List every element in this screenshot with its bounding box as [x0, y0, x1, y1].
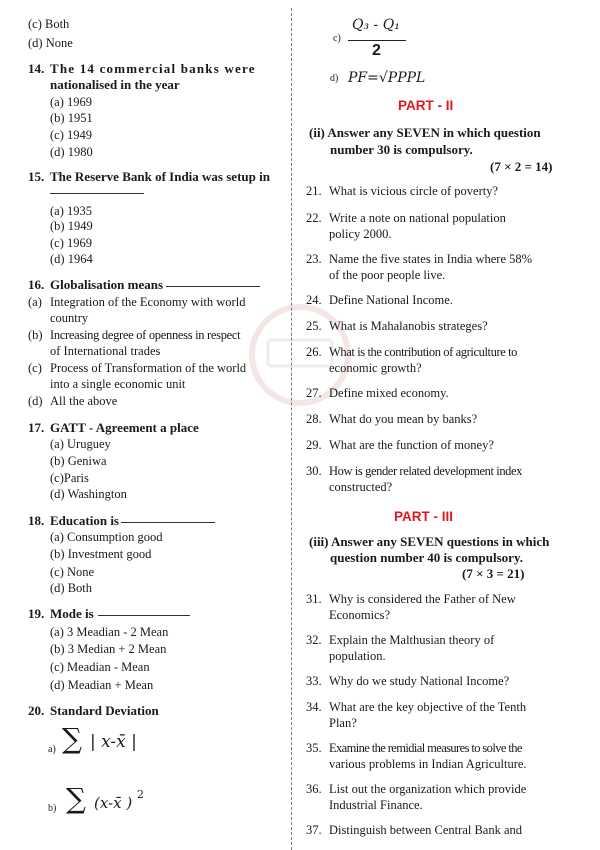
q18-option-c: (c) None — [50, 565, 95, 579]
q16-option-b-label: (b) — [28, 328, 43, 342]
column-divider — [291, 8, 292, 850]
question-text-line1: Examine the remidial measures to solve the — [329, 741, 522, 755]
q17-text: GATT - Agreement a place — [50, 420, 199, 435]
question-text-line2: Economics? — [329, 608, 391, 622]
question-text-line1: Explain the Malthusian theory of — [329, 633, 495, 647]
question-number: 31. — [306, 592, 322, 606]
question-text-line2: constructed? — [329, 480, 393, 494]
q16-text: Globalisation means — [50, 277, 164, 292]
question-text-line1: What is vicious circle of poverty? — [329, 184, 499, 198]
q20-option-c-fraction-bar — [348, 40, 406, 41]
q15-option-b: (b) 1949 — [50, 219, 93, 233]
question-number: 24. — [306, 293, 322, 307]
q20-option-a-sigma: ∑ — [62, 722, 82, 755]
question-number: 23. — [306, 252, 322, 266]
question-text-line1: Distinguish between Central Bank and — [329, 823, 523, 837]
question-text-line2: Industrial Finance. — [329, 798, 423, 812]
q19-text: Mode is — [50, 606, 94, 621]
question-text-line2: population. — [329, 649, 386, 663]
q16-number: 16. — [28, 277, 45, 292]
q20-option-c-numerator: Q₃ - Q₁ — [352, 17, 400, 33]
q19-option-b: (b) 3 Median + 2 Mean — [50, 642, 167, 656]
question-text-line1: Define mixed economy. — [329, 386, 449, 400]
q20-option-d-expr: PF=√PPPL — [348, 70, 426, 86]
q20-option-b-expr: (x-x̄ ) — [94, 794, 133, 812]
q18-text: Education is — [50, 513, 119, 528]
q20-option-c-label: c) — [333, 33, 341, 44]
q17-option-c: (c)Paris — [50, 471, 89, 485]
part3-instruction-line1: (iii) Answer any SEVEN questions in which — [309, 534, 550, 549]
question-text-line1: What is the contribution of agriculture to — [329, 345, 518, 359]
question-number: 32. — [306, 633, 322, 647]
question-text-line2: Plan? — [329, 716, 357, 730]
question-text-line1: What do you mean by banks? — [329, 412, 478, 426]
question-number: 25. — [306, 319, 322, 333]
q16-option-a-label: (a) — [28, 295, 42, 309]
q20-number: 20. — [28, 703, 45, 718]
question-text-line2: various problems in Indian Agriculture. — [329, 757, 527, 771]
q13-option-d: (d) None — [28, 36, 73, 50]
question-text-line1: Define National Income. — [329, 293, 453, 307]
q13-option-c: (c) Both — [28, 17, 70, 31]
q19-blank — [98, 611, 190, 616]
q20-option-d-label: d) — [330, 73, 339, 84]
q17-option-b: (b) Geniwa — [50, 454, 107, 468]
q20-option-b-label: b) — [48, 803, 57, 814]
question-number: 33. — [306, 674, 322, 688]
q16-option-c-line2: into a single economic unit — [50, 377, 186, 391]
q16-option-a-line1: Integration of the Economy with world — [50, 295, 246, 309]
q16-option-a-line2: country — [50, 311, 89, 325]
q17-option-a: (a) Uruguey — [50, 437, 111, 451]
q20-option-a-expr: | x-x̄ | — [90, 732, 137, 752]
question-text-line1: What are the function of money? — [329, 438, 494, 452]
question-number: 21. — [306, 184, 322, 198]
question-number: 30. — [306, 464, 322, 478]
part3-instruction-line2: question number 40 is compulsory. — [330, 550, 523, 565]
question-text-line1: Name the five states in India where 58% — [329, 252, 533, 266]
question-number: 36. — [306, 782, 322, 796]
question-text-line1: Write a note on national population — [329, 211, 506, 225]
q19-option-d: (d) Meadian + Mean — [50, 678, 154, 692]
question-number: 28. — [306, 412, 322, 426]
question-text-line1: Why is considered the Father of New — [329, 592, 516, 606]
part2-instruction-line2: number 30 is compulsory. — [330, 142, 473, 157]
q15-option-d: (d) 1964 — [50, 252, 93, 266]
q15-text: The Reserve Bank of India was setup in — [50, 169, 270, 184]
q18-option-d: (d) Both — [50, 581, 93, 595]
part2-marks: (7 × 2 = 14) — [490, 159, 553, 174]
q16-option-c-line1: Process of Transformation of the world — [50, 361, 247, 375]
q15-blank — [50, 187, 144, 194]
q14-number: 14. — [28, 61, 45, 76]
q16-option-d-label: (d) — [28, 394, 43, 408]
q18-blank — [121, 518, 215, 523]
q20-text: Standard Deviation — [50, 703, 159, 718]
q16-option-d-line1: All the above — [50, 394, 118, 408]
q14-option-c: (c) 1949 — [50, 128, 92, 142]
question-text-line1: Why do we study National Income? — [329, 674, 510, 688]
question-text-line1: What is Mahalanobis strateges? — [329, 319, 488, 333]
question-number: 22. — [306, 211, 322, 225]
q20-option-c-denominator: 2 — [372, 42, 381, 59]
question-text-line1: List out the organization which provide — [329, 782, 527, 796]
q14-option-a: (a) 1969 — [50, 95, 92, 109]
question-text-line2: economic growth? — [329, 361, 422, 375]
question-number: 29. — [306, 438, 322, 452]
part2-instruction-line1: (ii) Answer any SEVEN in which question — [309, 125, 541, 140]
part3-marks: (7 × 3 = 21) — [462, 566, 525, 581]
q16-option-b-line2: of International trades — [50, 344, 161, 358]
part2-title: PART - II — [398, 98, 454, 113]
q14-text-line1: The 14 commercial banks were — [50, 61, 256, 76]
q15-option-a: (a) 1935 — [50, 204, 92, 218]
question-text-line1: What are the key objective of the Tenth — [329, 700, 527, 714]
question-number: 26. — [306, 345, 322, 359]
question-text-line2: policy 2000. — [329, 227, 392, 241]
q15-option-c: (c) 1969 — [50, 236, 92, 250]
q18-option-b: (b) Investment good — [50, 547, 152, 561]
q14-option-d: (d) 1980 — [50, 145, 93, 159]
q17-number: 17. — [28, 420, 45, 435]
question-text-line1: How is gender related development index — [329, 464, 523, 478]
q16-option-c-label: (c) — [28, 361, 42, 375]
q19-option-c: (c) Meadian - Mean — [50, 660, 150, 674]
q17-option-d: (d) Washington — [50, 487, 127, 501]
q20-option-b-sigma: ∑ — [66, 782, 86, 815]
q20-option-a-label: a) — [48, 744, 56, 755]
q18-option-a: (a) Consumption good — [50, 530, 163, 544]
question-text-line2: of the poor people live. — [329, 268, 446, 282]
part3-title: PART - III — [394, 509, 453, 524]
q18-number: 18. — [28, 513, 45, 528]
question-number: 35. — [306, 741, 322, 755]
q14-option-b: (b) 1951 — [50, 111, 93, 125]
question-number: 27. — [306, 386, 322, 400]
q16-option-b-line1: Increasing degree of openness in respect — [50, 328, 241, 342]
question-number: 34. — [306, 700, 322, 714]
q15-number: 15. — [28, 169, 45, 184]
question-number: 37. — [306, 823, 322, 837]
q14-text-line2: nationalised in the year — [50, 77, 180, 92]
q19-option-a: (a) 3 Meadian - 2 Mean — [50, 625, 169, 639]
q16-blank — [166, 282, 260, 287]
q19-number: 19. — [28, 606, 45, 621]
q20-option-b-exponent: 2 — [137, 788, 144, 801]
